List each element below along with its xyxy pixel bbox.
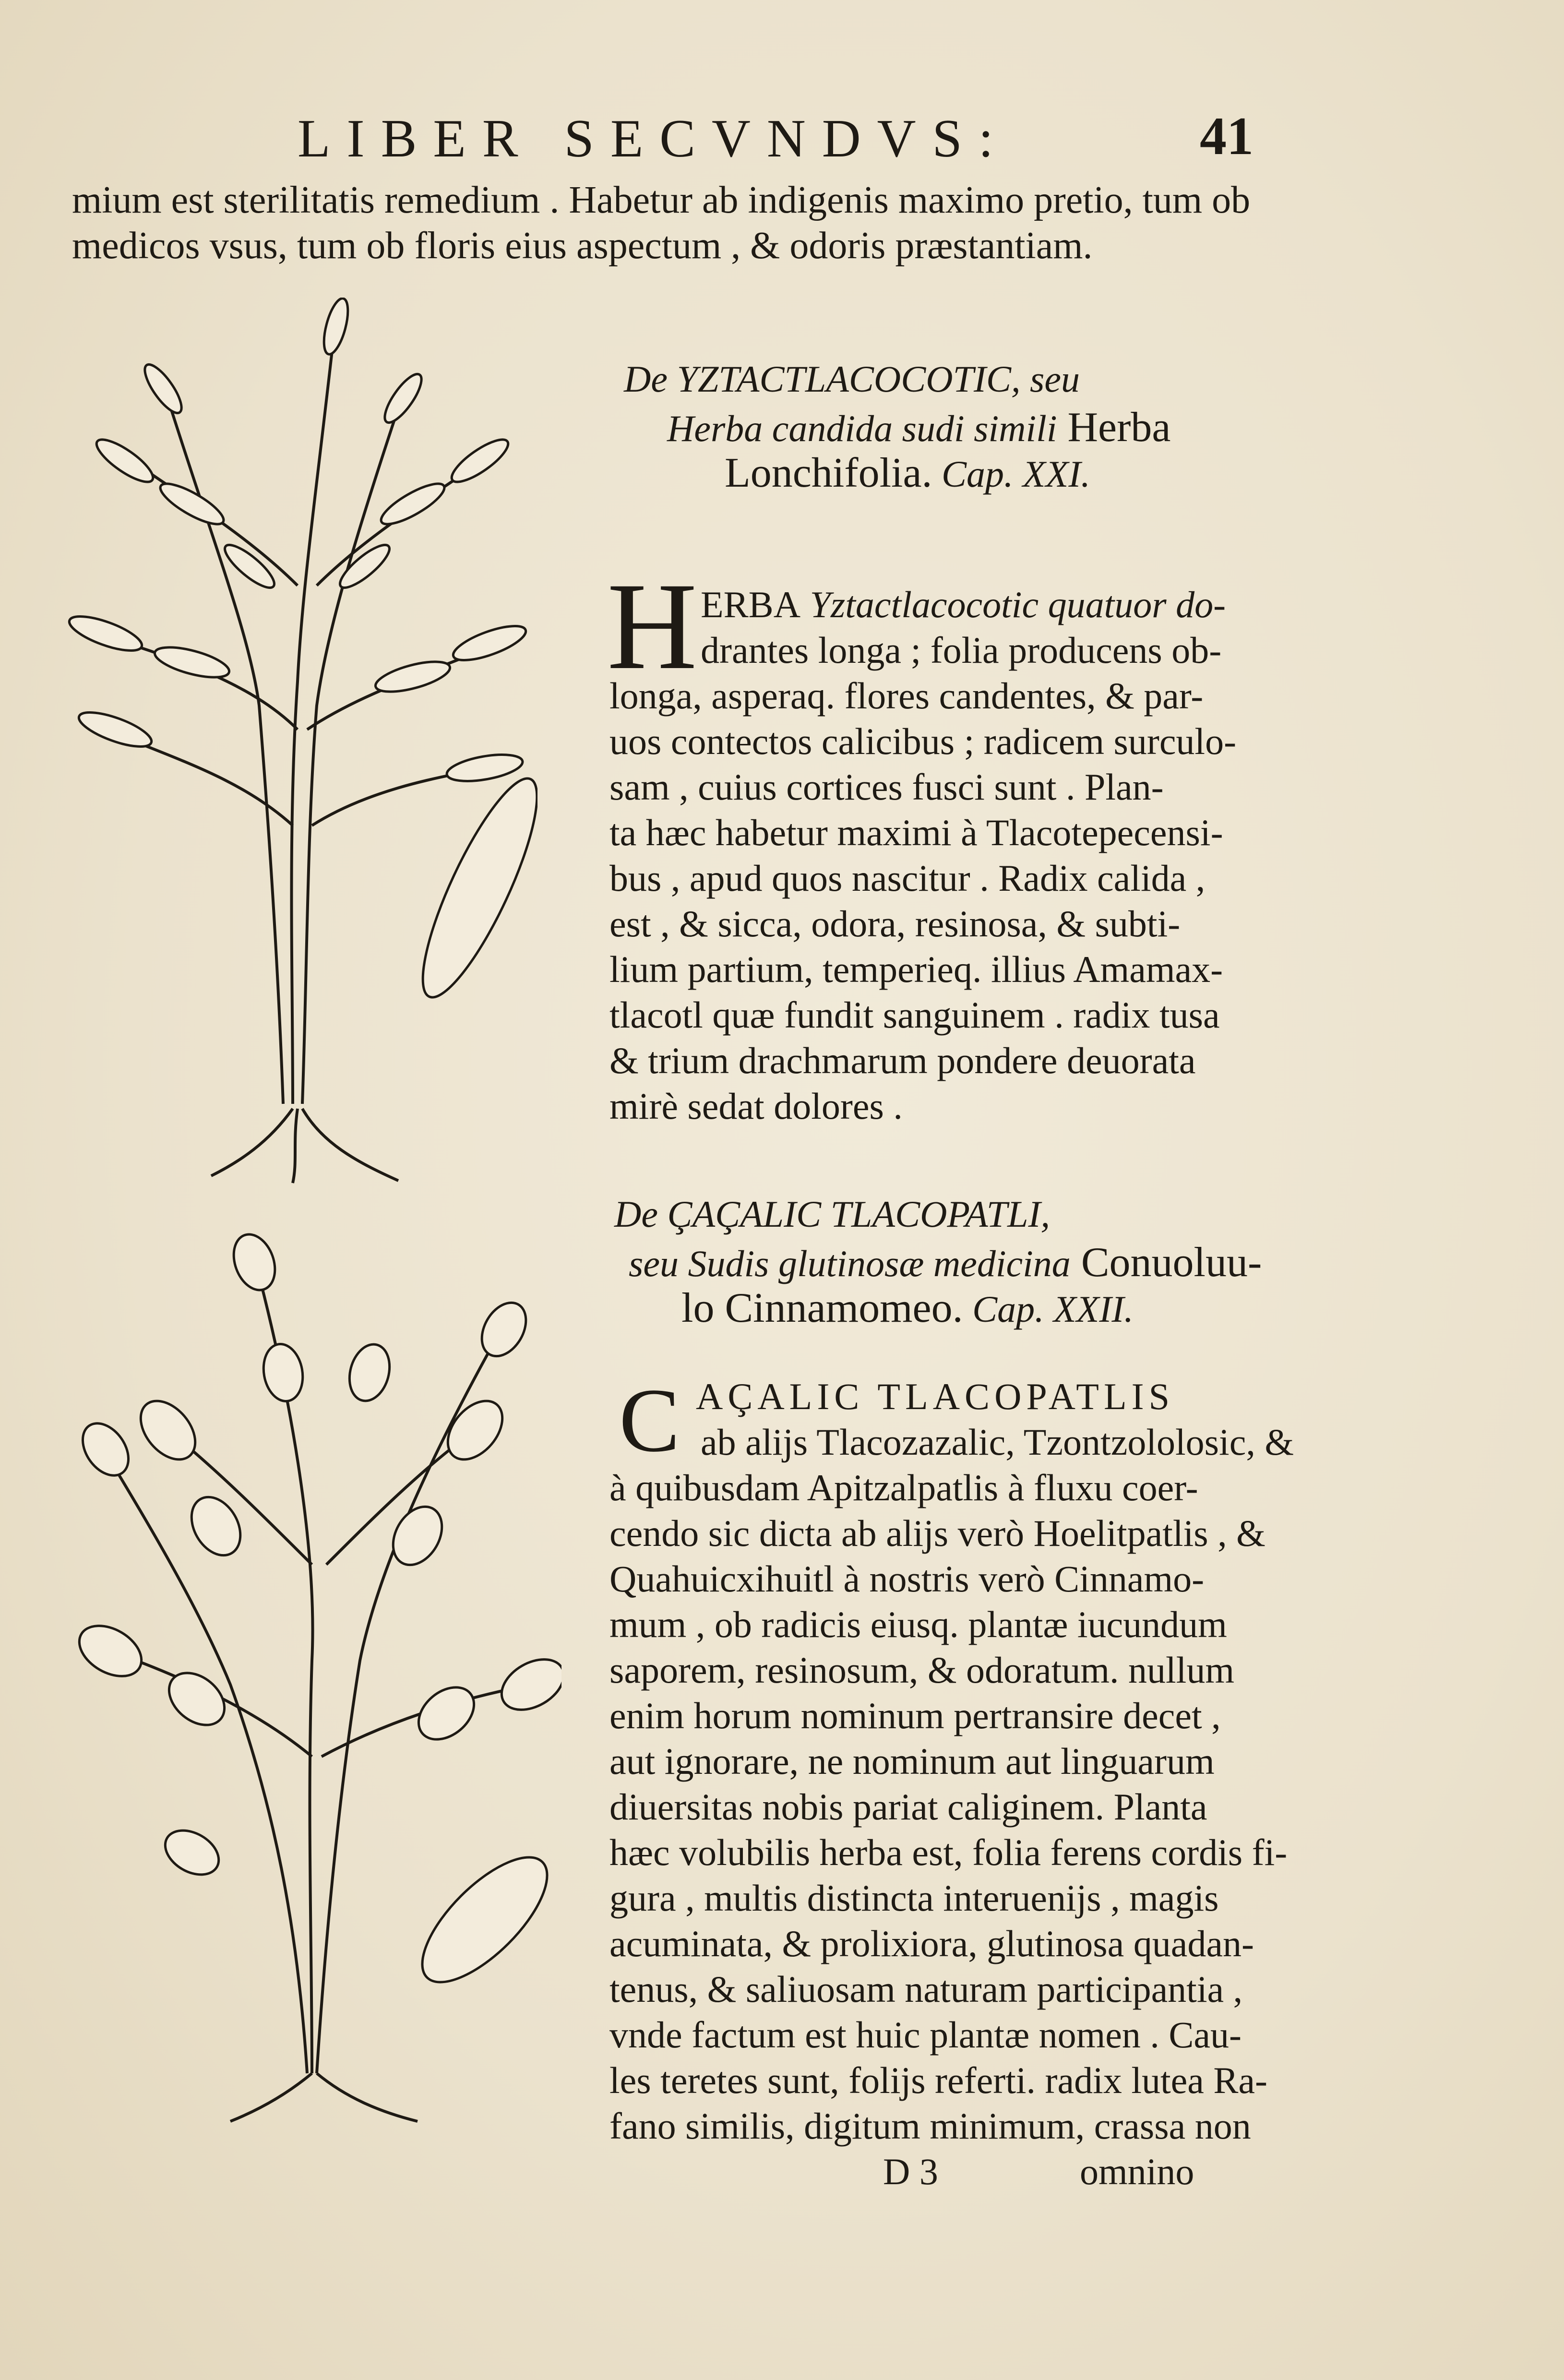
chapter22-title-line-1: De ÇAÇALIC TLACOPATLI, — [614, 1193, 1051, 1235]
chapter21-line: tlacotl quæ fundit sanguinem . radix tusa — [609, 994, 1220, 1036]
chapter22-line: acuminata, & prolixiora, glutinosa quadan- — [609, 1923, 1254, 1964]
chapter21-line: ta hæc habetur maximi à Tlacotepecensi- — [609, 812, 1223, 853]
chapter22-line: vnde factum est huic plantæ nomen . Cau- — [609, 2014, 1242, 2056]
chapter21-line: bus , apud quos nascitur . Radix calida , — [609, 857, 1206, 899]
woodcut-cacalic-tlacopatli — [72, 1229, 561, 2131]
woodcut-yztactlacocotic — [67, 298, 537, 1185]
chapter22-title-line-2: seu Sudis glutinosæ medicina Conuoluu- — [629, 1239, 1262, 1286]
chapter22-line: les teretes sunt, folijs referti. radix lutea Ra- — [609, 2059, 1268, 2101]
chapter22-line: diuersitas nobis pariat caliginem. Planta — [609, 1786, 1207, 1828]
chapter22-first-line: AÇALIC TLACOPATLIS — [696, 1375, 1174, 1417]
chapter22-initial: C — [619, 1370, 680, 1471]
chapter21-line: longa, asperaq. flores candentes, & par- — [609, 675, 1204, 717]
chapter22-line: fano similis, digitum minimum, crassa non — [609, 2105, 1251, 2147]
chapter21-line: mirè sedat dolores . — [609, 1085, 903, 1127]
chapter22-line: tenus, & saliuosam naturam participantia , — [609, 1968, 1243, 2010]
chapter22-line: aut ignorare, ne nominum aut linguarum — [609, 1740, 1215, 1782]
chapter22-title-line-3: lo Cinnamomeo. Cap. XXII. — [681, 1285, 1134, 1331]
chapter22-line: enim horum nominum pertransire decet , — [609, 1695, 1221, 1736]
chapter21-line: uos contectos calicibus ; radicem surculo- — [609, 720, 1237, 762]
chapter22-line: hæc volubilis herba est, folia ferens cordis fi- — [609, 1831, 1288, 1873]
chapter21-first-line: ERBA Yztactlacocotic quatuor do- — [701, 584, 1226, 625]
chapter21-title-line-1: De YZTACTLACOCOTIC, seu — [624, 358, 1080, 400]
chapter21-line: lium partium, temperieq. illius Amamax- — [609, 948, 1223, 990]
chapter21-title-line-2: Herba candida sudi simili Herba — [667, 404, 1171, 451]
folio-number: 41 — [1200, 107, 1254, 166]
chapter21-line: drantes longa ; folia producens ob- — [701, 629, 1222, 671]
running-head: LIBER SECVNDVS: — [298, 109, 1010, 168]
chapter22-line: Quahuicxihuitl à nostris verò Cinnamo- — [609, 1558, 1205, 1600]
continuation-line-2: medicos vsus, tum ob floris eius aspectum , & odoris præstantiam. — [72, 225, 1093, 267]
chapter21-title-line-3: Lonchifolia. Cap. XXI. — [725, 450, 1090, 496]
chapter22-line: mum , ob radicis eiusq. plantæ iucundum — [609, 1603, 1227, 1645]
continuation-line-1: mium est sterilitatis remedium . Habetur ab indigenis maximo pretio, tum ob — [72, 179, 1251, 221]
chapter21-line: & trium drachmarum pondere deuorata — [609, 1040, 1196, 1081]
chapter21-line: sam , cuius cortices fusci sunt . Plan- — [609, 766, 1164, 808]
chapter22-line: saporem, resinosum, & odoratum. nullum — [609, 1649, 1235, 1691]
chapter21-line: est , & sicca, odora, resinosa, & subti- — [609, 903, 1181, 945]
signature-mark: D 3 — [883, 2151, 938, 2192]
chapter21-initial: H — [607, 557, 697, 695]
chapter22-line: gura , multis distincta interuenijs , magis — [609, 1877, 1219, 1919]
chapter22-line: ab alijs Tlacozazalic, Tzontzololosic, & — [701, 1421, 1294, 1463]
catchword: omnino — [1080, 2151, 1194, 2192]
chapter22-line: cendo sic dicta ab alijs verò Hoelitpatlis , & — [609, 1512, 1266, 1554]
chapter22-line: à quibusdam Apitzalpatlis à fluxu coer- — [609, 1467, 1198, 1508]
